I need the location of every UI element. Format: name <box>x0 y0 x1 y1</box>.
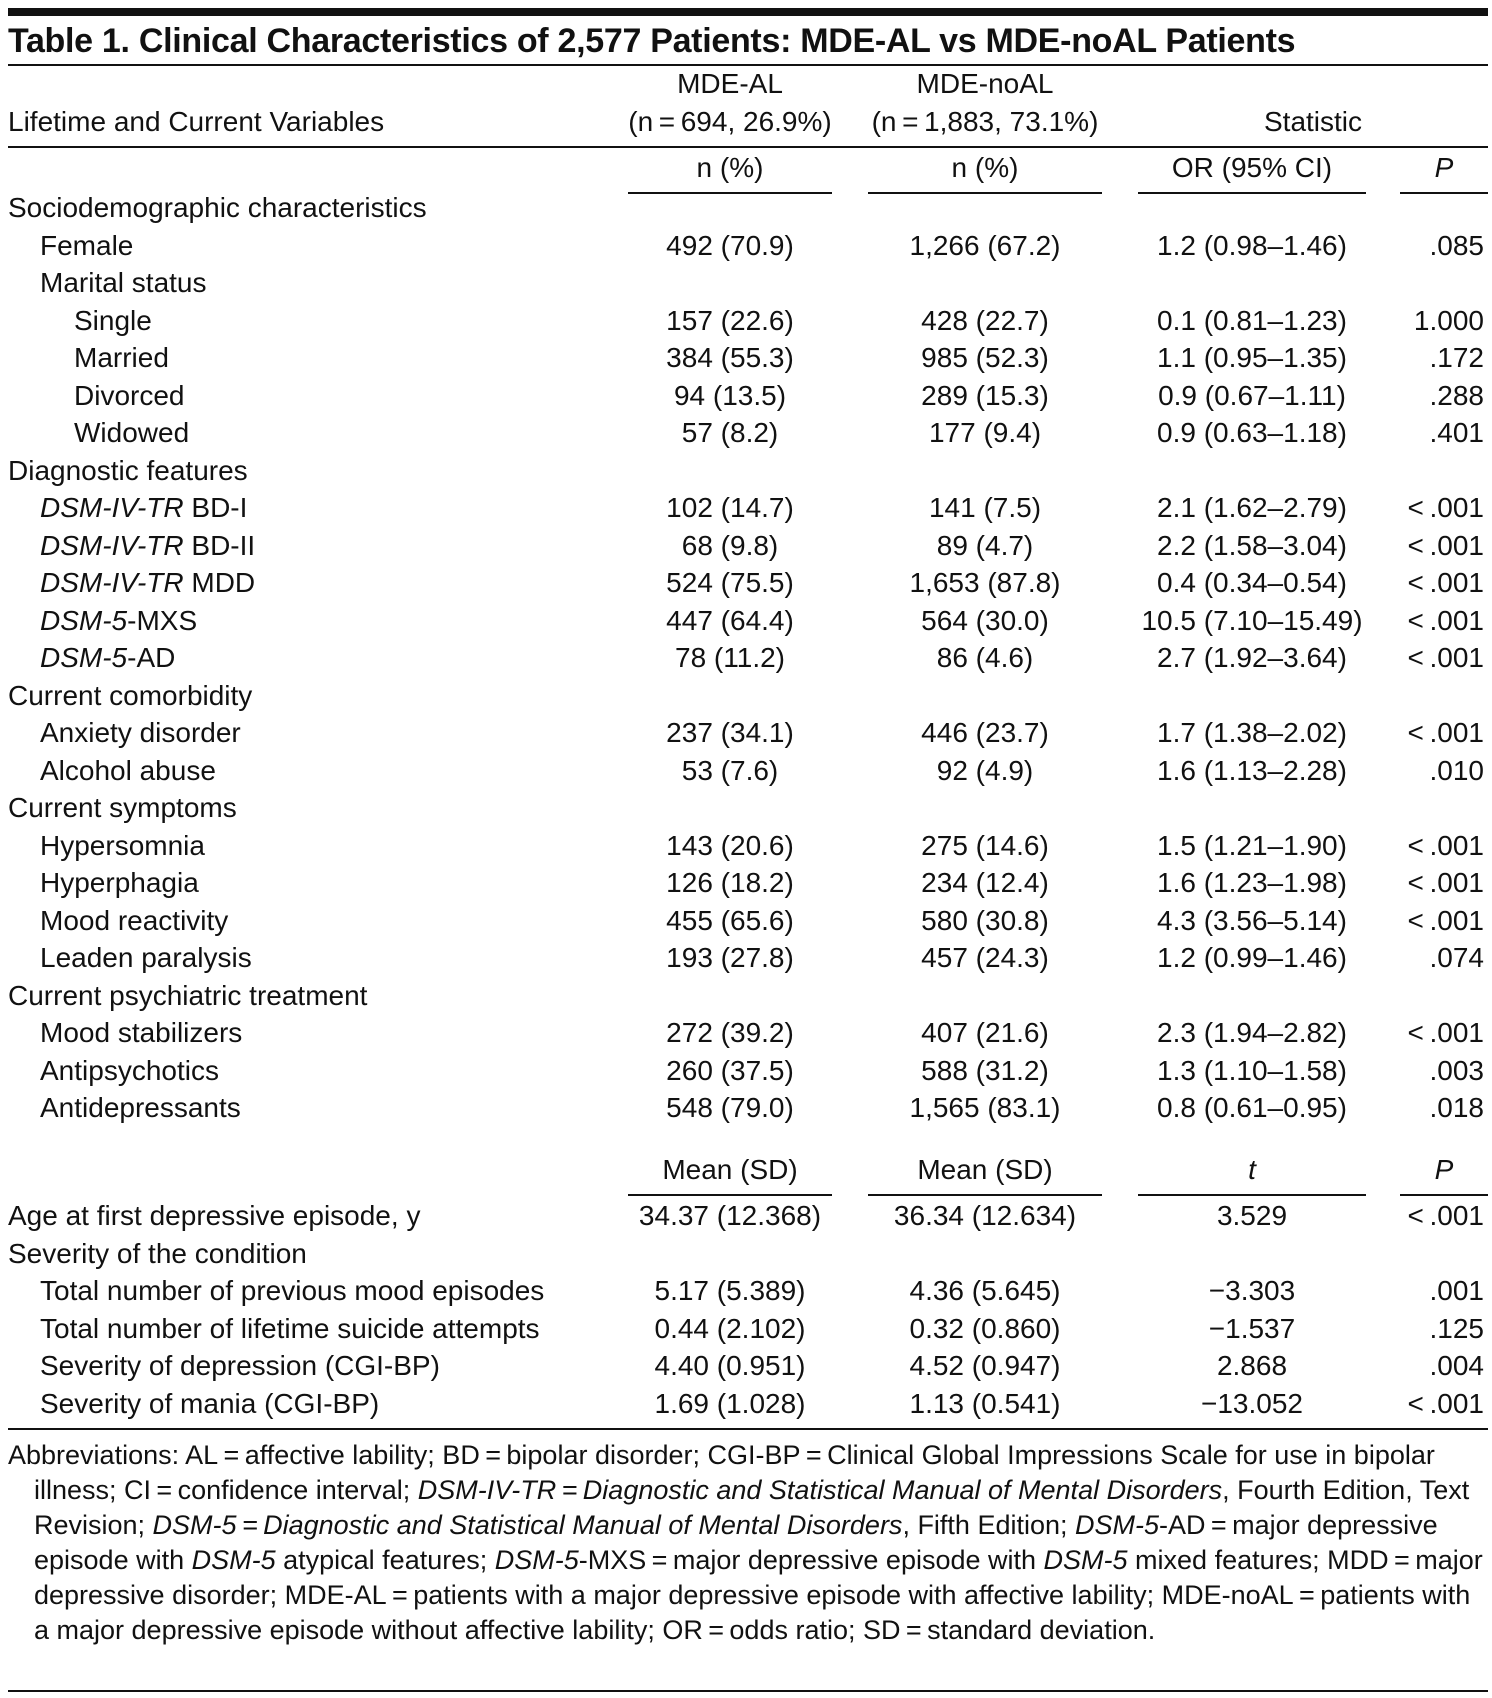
cell-p-value: .085 <box>1429 229 1484 261</box>
bottom-rule <box>8 1690 1488 1692</box>
col-mde-al-header: MDE-AL <box>677 68 783 99</box>
row-label-rest: -AD <box>127 642 176 673</box>
cell-group2: 141 (7.5) <box>928 492 1042 523</box>
footnote-italic: DSM-5 <box>494 1545 579 1575</box>
section-heading: Current comorbidity <box>8 679 253 711</box>
cell-p-value: < .001 <box>1407 1017 1484 1048</box>
cell-group2: 4.52 (0.947) <box>909 1350 1061 1381</box>
cell-p-value: .074 <box>1429 942 1484 973</box>
cell-statistic: 2.868 <box>1216 1350 1288 1381</box>
cell-p-value: < .001 <box>1407 829 1484 861</box>
section-heading: Current psychiatric treatment <box>8 979 368 1011</box>
row-label-rest: -MXS <box>127 604 198 636</box>
cell-group1: 102 (14.7) <box>666 492 794 523</box>
row-label-header: Lifetime and Current Variables <box>8 106 385 137</box>
subhdr-mean-sd-1: Mean (SD) <box>662 1154 798 1185</box>
row-label: Single <box>74 304 152 336</box>
cell-group2: 428 (22.7) <box>921 304 1049 336</box>
row-label-rest: BD-II <box>183 529 256 561</box>
subhdr-or-ci: OR (95% CI) <box>1171 152 1333 183</box>
footnote-italic: DSM-5 <box>1043 1545 1128 1575</box>
cell-statistic: 0.8 (0.61–0.95) <box>1157 1092 1347 1123</box>
cell-p-value: < .001 <box>1407 1387 1484 1419</box>
col-mde-al-n: (n = 694, 26.9%) <box>628 106 832 137</box>
abbreviations-note <box>8 1438 1488 1648</box>
row-label: Hyperphagia <box>40 867 199 898</box>
cell-group1: 143 (20.6) <box>666 829 794 861</box>
cell-p-value: < .001 <box>1407 492 1484 523</box>
cell-group2: 446 (23.7) <box>921 717 1049 748</box>
subhdr-p: P <box>1434 152 1454 183</box>
footnote-italic: DSM-5 = Diagnostic and Statistical Manual of Mental Disorders <box>152 1510 903 1540</box>
row-label: Female <box>40 229 134 261</box>
cell-p-value: < .001 <box>1407 529 1484 561</box>
section-heading: Sociodemographic characteristics <box>8 192 427 223</box>
col-mde-noal-n: (n = 1,883, 73.1%) <box>871 106 1099 137</box>
footnote-text: mixed features; MDD = major depressive disorder; MDE-AL = patients with a major depressive episode with affective lability; MDE-noAL = patients with a major depressive episode without affective lability; OR = odds ratio; SD = standard deviation. <box>34 1545 1483 1645</box>
row-label-italic: DSM-IV-TR <box>40 492 184 523</box>
cell-group1: 57 (8.2) <box>681 417 779 448</box>
cell-group2: 92 (4.9) <box>936 754 1034 786</box>
row-label: Severity of depression (CGI-BP) <box>40 1350 440 1381</box>
row-label <box>40 565 255 601</box>
cell-group2: 4.36 (5.645) <box>909 1275 1061 1306</box>
footnote-italic: DSM-5 <box>191 1545 276 1575</box>
row-label: Alcohol abuse <box>40 754 216 786</box>
cell-statistic: 1.7 (1.38–2.02) <box>1157 717 1347 748</box>
cell-group2: 564 (30.0) <box>921 604 1049 636</box>
row-label: Total number of previous mood episodes <box>40 1275 545 1306</box>
cell-group2: 580 (30.8) <box>921 904 1049 936</box>
cell-statistic: 0.4 (0.34–0.54) <box>1157 567 1347 598</box>
cell-group1: 384 (55.3) <box>666 342 794 373</box>
row-label: Total number of lifetime suicide attempts <box>40 1312 540 1344</box>
cell-statistic: 2.2 (1.58–3.04) <box>1157 529 1347 561</box>
cell-statistic: 1.1 (0.95–1.35) <box>1157 342 1347 373</box>
cell-statistic: 1.5 (1.21–1.90) <box>1157 829 1347 861</box>
subrule-3 <box>1138 192 1366 194</box>
row-label: Anxiety disorder <box>40 717 241 748</box>
cell-statistic: 2.7 (1.92–3.64) <box>1157 642 1347 673</box>
cell-p-value: < .001 <box>1407 1200 1484 1231</box>
cell-p-value: .018 <box>1429 1092 1484 1123</box>
subhdr-n-pct-1: n (%) <box>696 152 764 183</box>
cell-group2: 89 (4.7) <box>936 529 1034 561</box>
cell-group1: 5.17 (5.389) <box>654 1275 806 1306</box>
row-label: Severity of the condition <box>8 1237 307 1269</box>
row-label: Divorced <box>74 379 185 411</box>
subrule-2 <box>868 192 1102 194</box>
row-label <box>40 603 197 639</box>
cell-group1: 455 (65.6) <box>666 904 794 936</box>
cell-statistic: −3.303 <box>1208 1275 1296 1306</box>
row-label: Age at first depressive episode, y <box>8 1200 421 1231</box>
cell-group2: 289 (15.3) <box>921 379 1049 411</box>
row-label: Widowed <box>74 417 190 448</box>
cell-group2: 177 (9.4) <box>928 417 1042 448</box>
row-label: Hypersomnia <box>40 829 205 861</box>
cell-p-value: < .001 <box>1407 867 1484 898</box>
cell-group1: 53 (7.6) <box>681 754 779 786</box>
cell-statistic: 0.1 (0.81–1.23) <box>1157 304 1347 336</box>
footnote-text: -MXS = major depressive episode with <box>578 1545 1044 1575</box>
subrule-1 <box>628 192 832 194</box>
row-label-italic: DSM-5 <box>40 604 128 636</box>
cell-group2: 1.13 (0.541) <box>909 1387 1061 1419</box>
cell-statistic: −1.537 <box>1208 1312 1296 1344</box>
col-statistic-header: Statistic <box>1263 106 1363 137</box>
cell-group1: 94 (13.5) <box>673 379 787 411</box>
subrule2-2 <box>868 1194 1102 1196</box>
subhdr-n-pct-2: n (%) <box>951 152 1019 183</box>
row-label: Antipsychotics <box>40 1054 219 1086</box>
section-heading: Current symptoms <box>8 792 237 823</box>
cell-p-value: .125 <box>1429 1312 1484 1344</box>
cell-group2: 985 (52.3) <box>921 342 1049 373</box>
cell-p-value: < .001 <box>1407 904 1484 936</box>
cell-group1: 447 (64.4) <box>666 604 794 636</box>
cell-statistic: 2.3 (1.94–2.82) <box>1157 1017 1347 1048</box>
footnote-text: atypical features; <box>275 1545 495 1575</box>
cell-statistic: 1.6 (1.13–2.28) <box>1157 754 1347 786</box>
cell-group2: 36.34 (12.634) <box>893 1200 1077 1231</box>
cell-group2: 407 (21.6) <box>921 1017 1049 1048</box>
cell-statistic: −13.052 <box>1201 1387 1303 1419</box>
cell-group2: 86 (4.6) <box>936 642 1034 673</box>
cell-group2: 1,565 (83.1) <box>909 1092 1061 1123</box>
cell-p-value: .003 <box>1429 1054 1484 1086</box>
subhdr-p-2: P <box>1434 1154 1454 1185</box>
cell-group1: 548 (79.0) <box>666 1092 794 1123</box>
cell-statistic: 4.3 (3.56–5.14) <box>1157 904 1347 936</box>
cell-group2: 0.32 (0.860) <box>909 1312 1061 1344</box>
cell-statistic: 2.1 (1.62–2.79) <box>1157 492 1347 523</box>
cell-group1: 524 (75.5) <box>666 567 794 598</box>
footnote-text: Abbreviations: AL = affective lability; BD = bipolar disorder; CGI-BP = Clinical Global Impressions Scale for use in bipolar illness; CI = confidence interval; <box>8 1440 1435 1505</box>
subhdr-mean-sd-2: Mean (SD) <box>917 1154 1053 1185</box>
row-label-italic: DSM-IV-TR <box>40 529 184 561</box>
table-bottom-rule <box>8 1428 1488 1430</box>
cell-group2: 234 (12.4) <box>921 867 1049 898</box>
cell-group2: 275 (14.6) <box>921 829 1049 861</box>
footnote <box>8 1438 1488 1648</box>
row-label: Marital status <box>40 267 207 298</box>
cell-group1: 4.40 (0.951) <box>654 1350 806 1381</box>
cell-group1: 157 (22.6) <box>666 304 794 336</box>
cell-p-value: < .001 <box>1407 567 1484 598</box>
cell-group2: 1,266 (67.2) <box>909 229 1061 261</box>
footnote-text: , Fourth Edition, Text Revision; <box>34 1475 1470 1540</box>
row-label-italic: DSM-5 <box>40 642 128 673</box>
row-label <box>40 640 175 676</box>
cell-p-value: .401 <box>1429 417 1484 448</box>
row-label-rest: MDD <box>183 567 256 598</box>
cell-group1: 34.37 (12.368) <box>638 1200 822 1231</box>
cell-p-value: .004 <box>1429 1350 1484 1381</box>
row-label: Mood stabilizers <box>40 1017 243 1048</box>
top-rule <box>8 8 1488 16</box>
cell-statistic: 1.3 (1.10–1.58) <box>1157 1054 1347 1086</box>
cell-group1: 260 (37.5) <box>666 1054 794 1086</box>
row-label: Mood reactivity <box>40 904 229 936</box>
footnote-italic: DSM-5 <box>1075 1510 1160 1540</box>
row-label: Married <box>74 342 169 373</box>
cell-statistic: 0.9 (0.67–1.11) <box>1158 379 1346 411</box>
footnote-text: , Fifth Edition; <box>902 1510 1076 1540</box>
cell-group1: 272 (39.2) <box>666 1017 794 1048</box>
row-label: Severity of mania (CGI-BP) <box>40 1387 380 1419</box>
cell-group1: 0.44 (2.102) <box>654 1312 806 1344</box>
cell-group1: 492 (70.9) <box>666 229 794 261</box>
row-label: Leaden paralysis <box>40 942 252 973</box>
subrule-4 <box>1400 192 1488 194</box>
cell-p-value: .288 <box>1429 379 1484 411</box>
footnote-italic: DSM-IV-TR = Diagnostic and Statistical Manual of Mental Disorders <box>417 1475 1223 1505</box>
cell-p-value: < .001 <box>1407 717 1484 748</box>
cell-p-value: .001 <box>1429 1275 1484 1306</box>
col-mde-noal-header: MDE-noAL <box>916 68 1054 99</box>
table-title: Table 1. Clinical Characteristics of 2,577 Patients: MDE-AL vs MDE-noAL Patients <box>8 22 1296 60</box>
section-heading: Diagnostic features <box>8 454 248 486</box>
row-label <box>40 528 255 564</box>
cell-statistic: 1.2 (0.98–1.46) <box>1157 229 1347 261</box>
row-label <box>40 490 247 526</box>
subrule2-3 <box>1138 1194 1366 1196</box>
subrule2-1 <box>628 1194 832 1196</box>
cell-p-value: .010 <box>1429 754 1484 786</box>
row-label-rest: BD-I <box>183 492 248 523</box>
cell-group2: 1,653 (87.8) <box>909 567 1061 598</box>
cell-statistic: 3.529 <box>1216 1200 1288 1231</box>
header-rule <box>8 146 1488 148</box>
row-label-italic: DSM-IV-TR <box>40 567 184 598</box>
cell-group1: 126 (18.2) <box>666 867 794 898</box>
cell-group2: 588 (31.2) <box>921 1054 1049 1086</box>
cell-group1: 78 (11.2) <box>675 642 785 673</box>
row-label: Antidepressants <box>40 1092 241 1123</box>
cell-statistic: 1.6 (1.23–1.98) <box>1157 867 1347 898</box>
cell-statistic: 0.9 (0.63–1.18) <box>1157 417 1347 448</box>
cell-group1: 1.69 (1.028) <box>654 1387 806 1419</box>
subhdr-t: t <box>1248 1154 1256 1185</box>
footnote-text: -AD = major depressive episode with <box>34 1510 1438 1575</box>
cell-p-value: < .001 <box>1407 642 1484 673</box>
cell-statistic: 10.5 (7.10–15.49) <box>1141 604 1363 636</box>
cell-p-value: < .001 <box>1407 604 1484 636</box>
cell-p-value: .172 <box>1429 342 1484 373</box>
subrule2-4 <box>1400 1194 1488 1196</box>
cell-p-value: 1.000 <box>1413 304 1484 336</box>
cell-group1: 68 (9.8) <box>681 529 779 561</box>
cell-group2: 457 (24.3) <box>921 942 1049 973</box>
cell-group1: 237 (34.1) <box>666 717 794 748</box>
cell-group1: 193 (27.8) <box>666 942 794 973</box>
cell-statistic: 1.2 (0.99–1.46) <box>1157 942 1347 973</box>
